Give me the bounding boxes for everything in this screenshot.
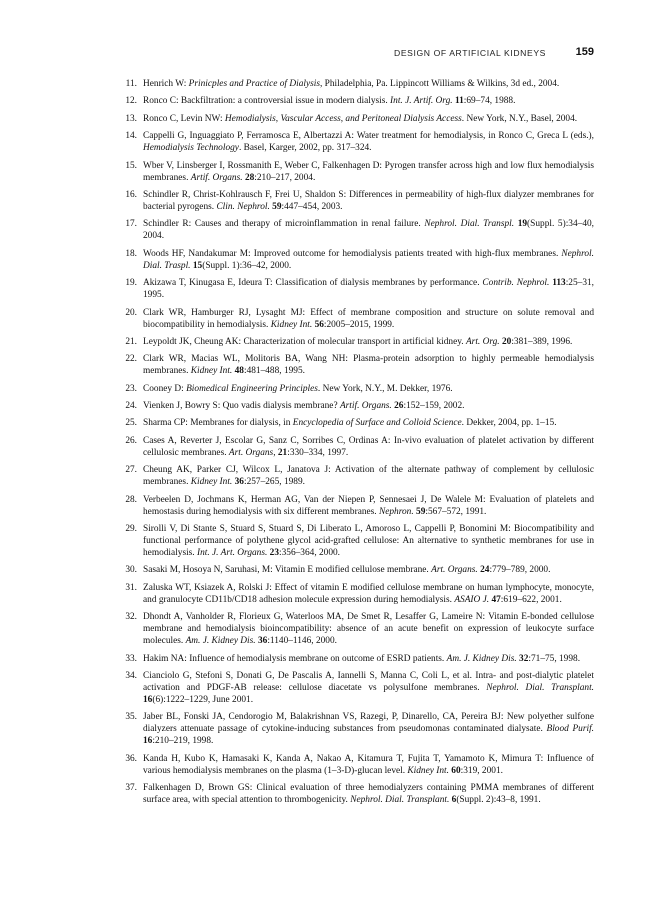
reference-segment: . New York, N.Y., M. Dekker, 1976. [317,383,453,394]
reference-item [118,653,594,665]
reference-item [118,383,594,395]
reference-text [143,189,594,213]
reference-segment: Ronco C, Levin NW: [143,113,225,124]
reference-number: 17. [125,219,137,230]
reference-volume: 113 [552,278,566,289]
reference-segment: Clark WR, Hamburger RJ, Lysaght MJ: Effect of membrane composition and structure on solute removal and biocompatibility in hemodialysis. [143,307,594,330]
reference-number: 22. [125,354,137,365]
reference-item [118,582,594,606]
reference-number: 34. [125,670,137,681]
reference-text [143,307,594,331]
reference-number: 23. [125,383,137,394]
reference-item [118,307,594,331]
reference-segment: :210–217, 2004. [254,172,316,183]
reference-segment: . New York, N.Y., Basel, 2004. [461,113,578,124]
reference-number: 37. [125,783,137,794]
reference-text [143,494,594,518]
reference-text [143,582,594,606]
reference-segment: :567–572, 1991. [425,506,487,517]
reference-segment: Henrich W: [143,79,189,89]
reference-volume: 26 [394,401,404,412]
reference-item [118,113,594,125]
reference-segment: :356–364, 2000. [279,548,341,559]
reference-number: 18. [125,248,137,259]
reference-source: Kidney Int. [190,477,233,488]
reference-item [118,417,594,429]
reference-segment: Clark WR, Macias WL, Molitoris BA, Wang NH: Plasma-protein adsorption to highly permeable hemodialysis membranes. [143,354,594,377]
reference-text [143,400,594,412]
reference-text [143,653,594,665]
reference-item [118,711,594,747]
reference-segment: :25–31, 1995. [143,278,594,301]
reference-volume: 32 [519,653,529,664]
reference-text [143,277,594,301]
reference-segment: Jaber BL, Fonski JA, Cendorogio M, Balakrishnan VS, Razegi, P, Dinarello, CA, Pereira BJ: New polyether sulfone dialyzers attenuate passage of cytokine-inducing substances from pseudomonas contaminated dialysate. [143,712,594,735]
reference-item [118,611,594,647]
reference-source: Kidney Int. [407,765,449,776]
reference-segment: Vienken J, Bowry S: Quo vadis dialysis membrane? [143,401,340,412]
page-header [118,46,594,60]
reference-item [118,248,594,272]
reference-segment: Cooney D: [143,383,187,394]
reference-text [143,130,594,154]
reference-item [118,400,594,412]
reference-text [143,78,594,90]
reference-text [143,782,594,806]
reference-text [143,464,594,488]
reference-number: 19. [125,278,137,289]
reference-text [143,435,594,459]
reference-source: Blood Purif. [546,724,594,735]
reference-volume: 36 [257,636,268,647]
reference-source: Nephrol. Dial. Transplant. [486,682,595,693]
reference-source: Contrib. Nephrol. [482,278,550,289]
reference-item [118,277,594,301]
reference-source: Nephrol. Dial. Transpl. [424,219,515,230]
reference-item [118,95,594,107]
reference-source: Artif. Organs. [190,172,243,183]
reference-item [118,753,594,777]
reference-segment: :619–622, 2001. [500,594,562,605]
reference-segment: Cappelli G, Inguaggiato P, Ferramosca E, Albertazzi A: Water treatment for hemodialysis, in Ronco C, Greca L (eds.), [143,131,594,142]
reference-text [143,113,594,125]
reference-source: Int. J. Art. Organs. [196,548,268,559]
reference-text [143,417,594,429]
reference-segment: Akizawa T, Kinugasa E, Ideura T: Classification of dialysis membranes by performance. [143,278,483,289]
reference-segment: . Basel, Karger, 2002, pp. 317–324. [238,143,372,154]
reference-source: Art. Organs. [431,565,478,576]
reference-item [118,670,594,706]
reference-segment: , [273,447,278,458]
reference-text [143,248,594,272]
reference-list [118,78,594,812]
reference-source: ASAIO J. [454,594,490,605]
reference-item [118,564,594,576]
reference-volume: 24 [480,565,490,576]
reference-number: 30. [125,565,137,576]
reference-source: Encyclopedia of Surface and Colloid Science [292,418,462,429]
reference-item [118,523,594,559]
reference-text [143,160,594,184]
reference-number: 27. [125,465,137,476]
reference-segment: Leypoldt JK, Cheung AK: Characterization of molecular transport in artificial kidney. [143,336,466,347]
reference-segment: (6):1222–1229, June 2001. [152,694,254,705]
reference-source: Am. J. Kidney Dis. [185,636,256,647]
reference-item [118,189,594,213]
reference-source: Int. J. Artif. Org. [390,96,453,107]
reference-segment: :447–454, 2003. [281,201,343,212]
reference-number: 25. [125,418,137,429]
reference-segment: Hakim NA: Influence of hemodialysis membrane on outcome of ESRD patients. [143,653,447,664]
reference-item [118,130,594,154]
reference-number: 20. [125,307,137,318]
reference-number: 33. [125,653,137,664]
reference-number: 12. [125,96,137,107]
reference-segment: Cheung AK, Parker CJ, Wilcox L, Janatova J: Activation of the alternate pathway of complement by cellulosic membranes. [143,465,594,488]
reference-volume: 56 [314,319,324,330]
reference-number: 24. [125,401,137,412]
reference-item [118,435,594,459]
reference-text [143,564,594,576]
reference-segment: Sasaki M, Hosoya N, Saruhasi, M: Vitamin E modified cellulose membrane. [143,565,432,576]
reference-segment: :2005–2015, 1999. [323,319,395,330]
reference-volume: 47 [491,594,501,605]
reference-segment: Cases A, Reverter J, Escolar G, Sanz C, Sorribes C, Ordinas A: In-vivo evaluation of platelet activation by different cellulosic membranes. [143,435,594,458]
reference-text [143,611,594,647]
reference-volume: 11 [454,96,464,107]
reference-volume: 59 [272,201,282,212]
reference-segment: :319, 2001. [460,765,503,776]
reference-item [118,782,594,806]
reference-segment: Ronco C: Backfiltration: a controversial issue in modern dialysis. [143,96,391,107]
reference-source: Nephrol. Dial. Transplant. [350,795,450,806]
reference-segment: Woods HF, Nandakumar M: Improved outcome for hemodialysis patients treated with high-flux membranes. [143,248,562,259]
reference-item [118,160,594,184]
reference-source: Kidney Int. [270,319,313,330]
reference-segment: Kanda H, Kubo K, Hamasaki K, Kanda A, Nakao A, Kitamura T, Fujita T, Yamamoto K, Mimura T: Influence of various hemodialysis membranes on the plasma (1–3-D)-glucan level. [143,753,594,776]
reference-segment: :330–334, 1997. [287,447,349,458]
reference-text [143,383,594,395]
reference-number: 14. [125,131,137,142]
reference-segment: . Dekker, 2004, pp. 1–15. [461,418,557,429]
reference-source: Hemodialysis Technology [143,143,239,154]
reference-number: 21. [125,336,137,347]
reference-segment: :779–789, 2000. [489,565,551,576]
reference-item [118,464,594,488]
reference-source: Hemodialysis, Vascular Access, and Peritoneal Dialysis Access [224,113,462,124]
reference-segment: :257–265, 1989. [243,477,305,488]
reference-number: 28. [125,494,137,505]
reference-segment: :152–159, 2002. [403,401,465,412]
reference-segment: Sirolli V, Di Stante S, Stuard S, Stuard S, Di Liberato L, Amoroso L, Cappelli P, Bonomini M: Biocompatibility and functional performance of polythene glycol acid-grafted cellulose: An alternative to synthetic membranes for use in hemodialysis. [143,524,594,559]
reference-volume: 16 [143,736,153,747]
reference-text [143,218,594,242]
reference-segment: Dhondt A, Vanholder R, Florieux G, Waterloos MA, De Smet R, Lesaffer G, Lameire N: Vitamin E-bonded cellulose membrane and hemodialysis bioincompatibility: absence of an acute benefit on expression of leukocyte surface molecules. [143,612,594,647]
reference-segment: Schindler R, Christ-Kohlrausch F, Frei U, Shaldon S: Differences in permeability of high-flux dialyzer membranes for bacterial pyrogens. [143,189,594,212]
reference-segment: Verbeelen D, Jochmans K, Herman AG, Van der Niepen P, Sennesaei J, De Walele M: Evaluation of platelets and hemostasis during hemodialysis with six different membranes. [143,494,594,517]
reference-volume: 60 [451,765,461,776]
reference-segment: Zaluska WT, Ksiazek A, Rolski J: Effect of vitamin E modified cellulose membrane on human lymphocyte, monocyte, and granulocyte CD11b/CD18 adhesion molecule expression during hemodialysis. [143,582,594,605]
reference-text [143,753,594,777]
reference-number: 32. [125,612,137,623]
reference-number: 29. [125,524,137,535]
reference-segment: , Philadelphia, Pa. Lippincott Williams & Wilkins, 3d ed., 2004. [319,79,560,89]
reference-source: Kidney Int. [190,366,233,377]
reference-segment: Sharma CP: Membranes for dialysis, in [143,418,293,429]
reference-item [118,78,594,90]
reference-number: 15. [125,160,137,171]
reference-segment: :69–74, 1988. [463,96,516,107]
reference-segment: Falkenhagen D, Brown GS: Clinical evaluation of three hemodialyzers containing PMMA membranes of different surface area, with special attention to thrombogenicity. [143,783,594,806]
reference-source: Artif. Organs. [339,401,392,412]
reference-item [118,494,594,518]
reference-volume: 15 [192,260,203,271]
reference-text [143,523,594,559]
page-number: 159 [575,46,594,58]
reference-source: Nephrol. Dial. Traspl. [143,248,594,271]
reference-segment: Schindler R: Causes and therapy of microinflammation in renal failure. [143,219,425,230]
reference-volume: 36 [234,477,244,488]
reference-item [118,336,594,348]
reference-number: 16. [125,189,137,200]
reference-segment: :381–389, 1996. [511,336,573,347]
reference-volume: 16 [143,694,153,705]
running-head: DESIGN OF ARTIFICIAL KIDNEYS [394,48,546,58]
reference-source: Prinicples and Practice of Dialysis [188,79,320,89]
reference-number: 11. [125,79,137,89]
reference-number: 31. [125,582,137,593]
reference-text [143,711,594,747]
reference-text [143,353,594,377]
reference-segment: Cianciolo G, Stefoni S, Donati G, De Pascalis A, Iannelli S, Manna C, Coli L, et al. Intra- and post-dialytic platelet activation and PDGF-AB release: cellulose diacetate vs polysulfone membranes. [143,670,594,693]
reference-text [143,95,594,107]
reference-number: 35. [125,712,137,723]
reference-number: 13. [125,113,137,124]
reference-volume: 59 [416,506,426,517]
reference-item [118,218,594,242]
reference-text [143,336,594,348]
reference-number: 26. [125,435,137,446]
reference-number: 36. [125,753,137,764]
reference-volume: 6 [451,795,457,806]
reference-segment: (Suppl. 5):34–40, 2004. [143,219,594,242]
reference-source: Am. J. Kidney Dis. [446,653,517,664]
reference-source: Clin. Nephrol. [216,201,270,212]
reference-segment: :210–219, 1998. [152,736,214,747]
reference-volume: 19 [517,219,528,230]
reference-source: Biomedical Engineering Principles [186,383,318,394]
reference-segment: Wber V, Linsberger I, Rossmanith E, Weber C, Falkenhagen D: Pyrogen transfer across high and low flux hemodialysis membranes. [143,160,594,183]
reference-source: Art. Org. [465,336,500,347]
reference-item [118,353,594,377]
reference-segment: (Suppl. 1):36–42, 2000. [202,260,292,271]
reference-source: Art. Organs [228,447,274,458]
reference-volume: 48 [234,366,244,377]
reference-segment: :1140–1146, 2000. [267,636,337,647]
reference-source: Nephron. [378,506,414,517]
reference-segment: :481–488, 1995. [243,366,305,377]
reference-segment: (Suppl. 2):43–8, 1991. [456,795,541,806]
reference-text [143,670,594,706]
reference-volume: 23 [269,548,280,559]
reference-volume: 21 [277,447,288,458]
reference-volume: 20 [501,336,512,347]
reference-volume: 28 [244,172,255,183]
reference-segment: :71–75, 1998. [528,653,581,664]
